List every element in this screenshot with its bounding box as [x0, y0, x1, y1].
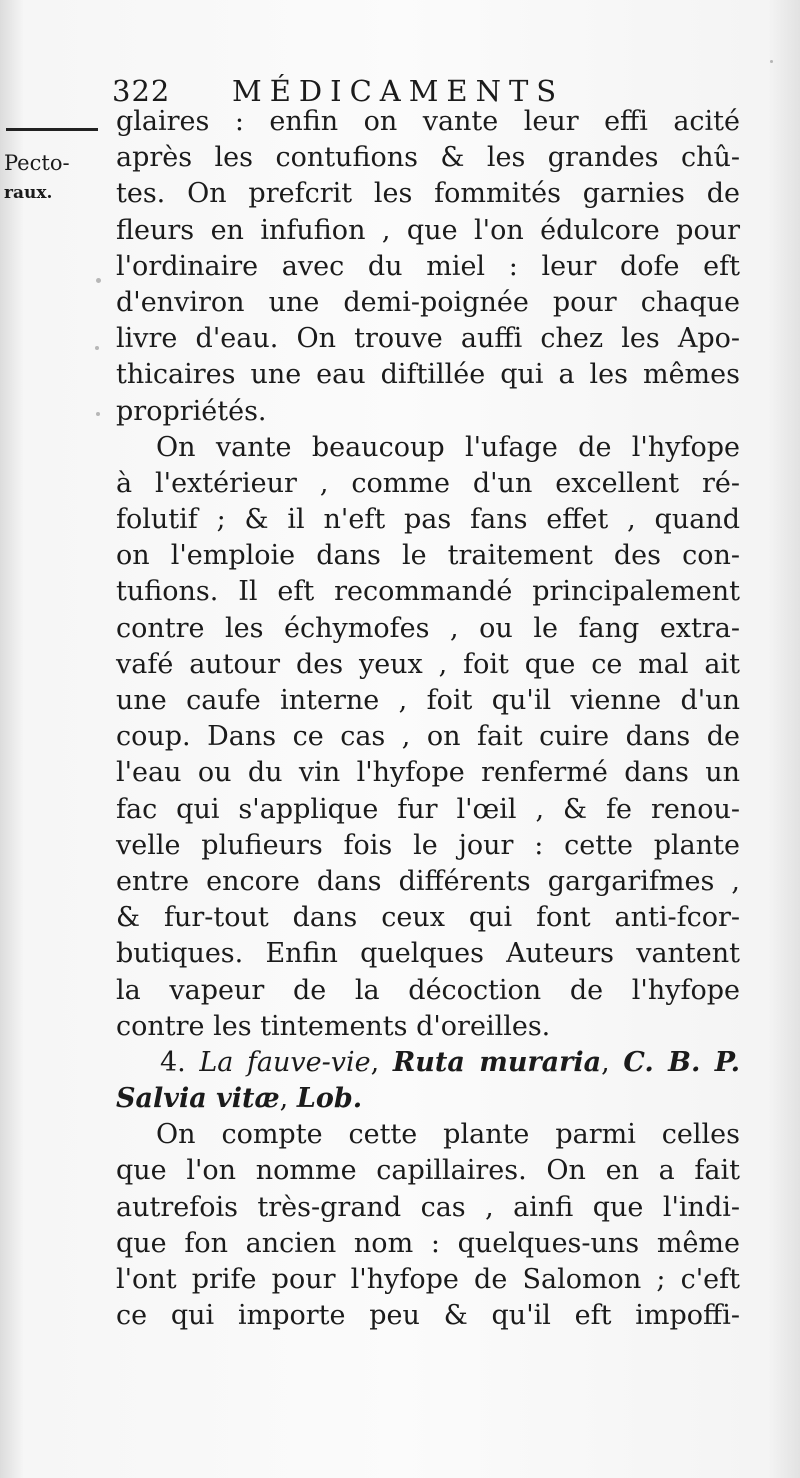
text-line: On compte cette plante parmi celles — [156, 1119, 740, 1151]
entry-synonym: Ruta muraria — [392, 1046, 602, 1078]
paragraph-block — [116, 1117, 740, 1334]
text-line: livre d'eau. On trouve auffi chez les Apo- — [116, 323, 740, 355]
body-text — [116, 104, 740, 1334]
margin-note-line: raux. — [4, 183, 53, 203]
paper-speck — [770, 60, 773, 63]
text-line: fac qui s'applique fur l'œil , & fe renou- — [116, 793, 740, 825]
text-line: glaires : enfin on vante leur effi acité — [116, 106, 740, 137]
text-line: coup. Dans ce cas , on fait cuire dans de — [116, 721, 740, 753]
text-line: autrefois très-grand cas , ainfi que l'indi- — [116, 1191, 740, 1223]
entry-name: La fauve-vie — [199, 1046, 371, 1078]
text-line: la vapeur de la décoction de l'hyfope — [116, 974, 740, 1006]
paper-speck — [95, 346, 99, 350]
text-line: l'eau ou du vin l'hyfope renfermé dans un — [116, 757, 740, 789]
text-line: folutif ; & il n'eft pas fans effet , quand — [116, 504, 740, 536]
text-line: ce qui importe peu & qu'il eft impoffi- — [116, 1300, 740, 1332]
entry-heading-line — [116, 1081, 740, 1117]
entry-synonym: Salvia vitæ — [116, 1083, 280, 1115]
text-line: velle plufieurs fois le jour : cette plante — [116, 829, 740, 861]
entry-separator: , — [279, 1083, 289, 1115]
text-line: thicaires une eau diftillée qui a les mêmes — [116, 359, 740, 391]
text-line: l'ordinaire avec du miel : leur dofe eft — [116, 250, 740, 282]
text-line: on l'emploie dans le traitement des con- — [116, 540, 740, 572]
text-line: fleurs en infufion , que l'on édulcore pour — [116, 214, 740, 246]
text-line: contre les échymofes , ou le fang extra- — [116, 612, 740, 644]
text-line: butiques. Enfin quelques Auteurs vantent — [116, 938, 740, 970]
paper-speck — [96, 278, 101, 283]
entry-separator: , — [370, 1046, 380, 1078]
entry-heading-line — [116, 1045, 740, 1081]
text-line: après les contufions & les grandes chû- — [116, 142, 740, 174]
text-line: à l'extérieur , comme d'un excellent ré- — [116, 467, 740, 499]
paragraph-block — [116, 104, 740, 1045]
text-line: que l'on nomme capillaires. On en a fait — [116, 1155, 740, 1187]
text-line: On vante beaucoup l'ufage de l'hyfope — [156, 431, 740, 463]
text-line: propriétés. — [116, 395, 267, 427]
text-line: vafé autour des yeux , foit que ce mal ait — [116, 648, 740, 680]
entry-reference: Lob. — [296, 1083, 363, 1115]
text-line: entre encore dans différents gargarifmes , — [116, 865, 740, 897]
text-line: tes. On prefcrit les fommités garnies de — [116, 178, 740, 210]
text-line: contre les tintements d'oreilles. — [116, 1010, 551, 1042]
running-title: MÉDICAMENTS — [232, 74, 565, 108]
margin-note — [4, 148, 104, 208]
paper-speck — [96, 412, 100, 416]
page-number: 322 — [112, 74, 171, 108]
margin-rule — [6, 128, 98, 131]
entry-number: 4. — [160, 1046, 186, 1078]
entry-separator: , — [601, 1046, 610, 1078]
text-line: une caufe interne , foit qu'il vienne d'un — [116, 685, 740, 716]
margin-note-line: Pectο- — [4, 151, 70, 175]
text-line: tufions. Il eft recommandé principalement — [116, 576, 740, 608]
text-line: que fon ancien nom : quelques-uns même — [116, 1227, 740, 1259]
text-line: l'ont prife pour l'hyfope de Salomon ; c'eft — [116, 1264, 740, 1295]
entry-reference: C. B. P. — [623, 1046, 740, 1078]
text-line: d'environ une demi-poignée pour chaque — [116, 286, 740, 318]
text-line: & fur-tout dans ceux qui font anti-fcor- — [116, 902, 740, 934]
